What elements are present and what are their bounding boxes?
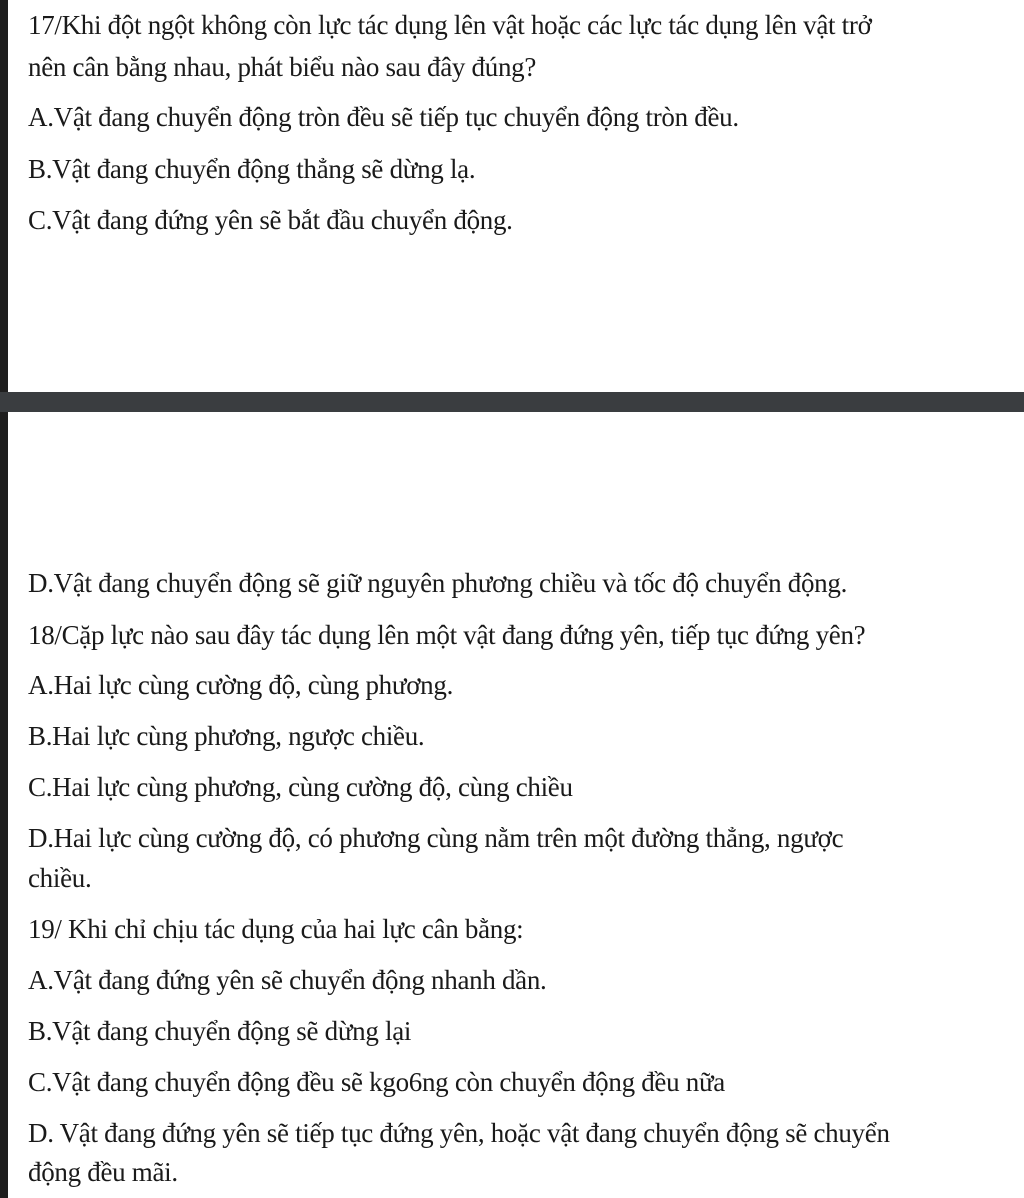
q19-option-d-line2: động đều mãi. <box>28 1157 178 1187</box>
q18-question: 18/Cặp lực nào sau đây tác dụng lên một vật đang đứng yên, tiếp tục đứng yên? <box>28 620 866 650</box>
q17-option-a: A.Vật đang chuyển động tròn đều sẽ tiếp tục chuyển động tròn đều. <box>28 102 739 132</box>
q18-option-d-line1: D.Hai lực cùng cường độ, có phương cùng nằm trên một đường thẳng, ngược <box>28 823 844 853</box>
q19-option-c: C.Vật đang chuyển động đều sẽ kgo6ng còn chuyển động đều nữa <box>28 1067 725 1097</box>
q19-question: 19/ Khi chỉ chịu tác dụng của hai lực cân bằng: <box>28 914 524 944</box>
q17-option-b: B.Vật đang chuyển động thẳng sẽ dừng lạ. <box>28 154 476 184</box>
q18-option-d-line2: chiều. <box>28 863 92 893</box>
q17-option-c: C.Vật đang đứng yên sẽ bắt đầu chuyển động. <box>28 205 513 235</box>
left-page-edge <box>0 0 8 1198</box>
q17-question-line2: nên cân bằng nhau, phát biểu nào sau đây đúng? <box>28 52 537 82</box>
page-separator <box>0 392 1024 412</box>
q17-question-line1: 17/Khi đột ngột không còn lực tác dụng lên vật hoặc các lực tác dụng lên vật trở <box>28 10 872 40</box>
q19-option-a: A.Vật đang đứng yên sẽ chuyển động nhanh dần. <box>28 965 547 995</box>
q18-option-c: C.Hai lực cùng phương, cùng cường độ, cùng chiều <box>28 772 573 802</box>
q19-option-d-line1: D. Vật đang đứng yên sẽ tiếp tục đứng yên, hoặc vật đang chuyển động sẽ chuyển <box>28 1118 890 1148</box>
q19-option-b: B.Vật đang chuyển động sẽ dừng lại <box>28 1016 412 1046</box>
q18-option-b: B.Hai lực cùng phương, ngược chiều. <box>28 721 425 751</box>
q18-option-a: A.Hai lực cùng cường độ, cùng phương. <box>28 670 454 700</box>
q17-option-d: D.Vật đang chuyển động sẽ giữ nguyên phương chiều và tốc độ chuyển động. <box>28 568 848 598</box>
